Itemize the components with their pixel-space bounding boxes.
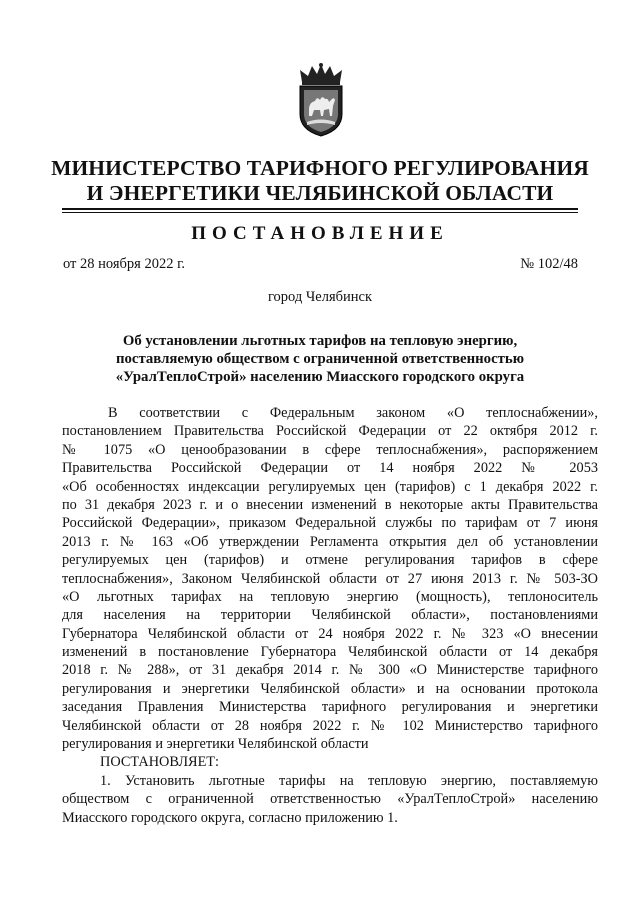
- body-line: по 31 декабря 2023 г. и о внесении изменений в некоторые акты Правительства: [62, 496, 598, 513]
- body-line: регулирования и энергетики Челябинской области: [62, 736, 369, 753]
- body-line: В соответствии с Федеральным законом «О теплоснабжении»,: [108, 405, 598, 421]
- body-line: изменений в постановление Губернатора Челябинской области от 14 декабря: [62, 644, 598, 661]
- body-line: заседания Правления Министерства тарифного регулирования и энергетики: [62, 699, 598, 716]
- body-line: Губернатора Челябинской области от 24 ноября 2022 г. № 323 «О внесении: [62, 625, 598, 642]
- body-line: Челябинской области от 28 ноября 2022 г. № 102 Министерство тарифного: [62, 717, 598, 734]
- document-title: [60, 332, 580, 386]
- item-1-line: Миасского городского округа, согласно приложению 1.: [62, 809, 398, 826]
- title-line: поставляемую обществом с ограниченной ответственностью: [115, 351, 525, 367]
- body-line: регулируемых цен (тарифов) и отмене регулирования тарифов в сфере: [62, 552, 598, 569]
- item-1-line: обществом с ограниченной ответственностью «УралТеплоСтрой» населению: [62, 791, 598, 808]
- header-divider-thick: [62, 208, 578, 210]
- body-line: «Об особенностях индексации регулируемых цен (тарифов) с 1 декабря 2022 г.: [62, 478, 598, 495]
- document-city: город Челябинск: [267, 289, 373, 305]
- body-line: для населения на территории Челябинской области», постановлениями: [62, 607, 598, 624]
- ministry-name-line-1: МИНИСТЕРСТВО ТАРИФНОГО РЕГУЛИРОВАНИЯ: [51, 156, 589, 180]
- body-line: теплоснабжения», Законом Челябинской области от 27 июня 2013 г. № 503-ЗО: [62, 570, 598, 587]
- body-line: 2018 г. № 288», от 31 декабря 2014 г. № 300 «О Министерстве тарифного: [62, 662, 598, 679]
- body-line: 2013 г. № 163 «Об утверждении Регламента открытия дел об установлении: [62, 533, 598, 550]
- body-line: регулирования и энергетики Челябинской области» и на основании протокола: [62, 680, 598, 697]
- header-divider-thin: [62, 212, 578, 213]
- body-line: Российской Федерации», приказом Федеральной службы по тарифам от 7 июня: [62, 515, 598, 532]
- ministry-name: [40, 156, 600, 206]
- body-line: «О льготных тарифах на тепловую энергию (мощность), теплоноситель: [62, 588, 598, 605]
- document-number: № 102/48: [520, 256, 578, 272]
- document-type: ПОСТАНОВЛЕНИЕ: [191, 223, 449, 244]
- document-date: от 28 ноября 2022 г.: [63, 256, 186, 272]
- body-line: № 1075 «О ценообразовании в сфере теплоснабжения», распоряжением: [62, 441, 598, 458]
- document-body: [62, 404, 598, 827]
- coat-of-arms-icon: [294, 62, 348, 138]
- item-1-line: 1. Установить льготные тарифы на тепловую энергию, поставляемую: [100, 772, 598, 789]
- body-line: Правительства Российской Федерации от 14 ноября 2022 № 2053: [62, 460, 598, 477]
- title-line: «УралТеплоСтрой» населению Миасского городского округа: [115, 369, 525, 385]
- title-line: Об установлении льготных тарифов на тепловую энергию,: [122, 333, 518, 349]
- body-line: постановлением Правительства Российской Федерации от 22 октября 2012 г.: [62, 423, 598, 440]
- resolves-heading: ПОСТАНОВЛЯЕТ:: [100, 754, 220, 771]
- ministry-name-line-2: И ЭНЕРГЕТИКИ ЧЕЛЯБИНСКОЙ ОБЛАСТИ: [86, 181, 554, 205]
